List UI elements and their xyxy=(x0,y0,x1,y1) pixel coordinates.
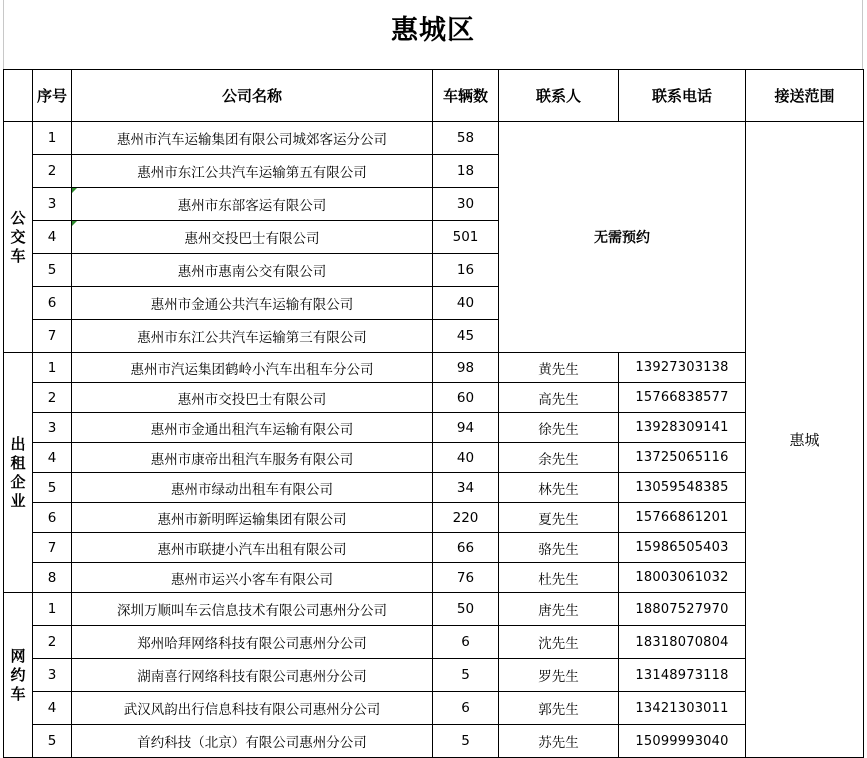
seq-cell: 7 xyxy=(33,533,72,563)
phone-cell: 13928309141 xyxy=(619,413,746,443)
seq-cell: 7 xyxy=(33,320,72,353)
phone-cell: 13927303138 xyxy=(619,353,746,383)
company-cell: 惠州市汽运集团鹤岭小汽车出租车分公司 xyxy=(72,353,433,383)
company-cell: 惠州市金通公共汽车运输有限公司 xyxy=(72,287,433,320)
header-phone: 联系电话 xyxy=(619,70,746,122)
table-row xyxy=(4,593,864,626)
seq-cell: 4 xyxy=(33,221,72,254)
table-row xyxy=(4,626,864,659)
company-cell: 惠州市绿动出租车有限公司 xyxy=(72,473,433,503)
company-cell: 深圳万顺叫车云信息技术有限公司惠州分公司 xyxy=(72,593,433,626)
table-row xyxy=(4,383,864,413)
table-row xyxy=(4,353,864,383)
contact-cell: 夏先生 xyxy=(499,503,619,533)
table-row xyxy=(4,413,864,443)
vehicles-cell: 98 xyxy=(433,353,499,383)
contact-cell: 唐先生 xyxy=(499,593,619,626)
phone-cell: 13148973118 xyxy=(619,659,746,692)
contact-cell: 杜先生 xyxy=(499,563,619,593)
no-reservation-note: 无需预约 xyxy=(499,122,746,353)
seq-cell: 1 xyxy=(33,353,72,383)
vehicles-cell: 220 xyxy=(433,503,499,533)
seq-cell: 3 xyxy=(33,188,72,221)
table-row xyxy=(4,725,864,758)
seq-cell: 5 xyxy=(33,473,72,503)
vehicles-cell: 45 xyxy=(433,320,499,353)
vehicles-cell: 5 xyxy=(433,659,499,692)
company-cell: 惠州市东江公共汽车运输第三有限公司 xyxy=(72,320,433,353)
vehicles-cell: 6 xyxy=(433,626,499,659)
category-label-bus: 公交车 xyxy=(10,208,26,265)
vehicles-cell: 501 xyxy=(433,221,499,254)
category-cell-ride xyxy=(4,593,33,758)
header-range: 接送范围 xyxy=(746,70,864,122)
phone-cell: 13725065116 xyxy=(619,443,746,473)
phone-cell: 18807527970 xyxy=(619,593,746,626)
header-row xyxy=(4,70,864,122)
contact-cell: 苏先生 xyxy=(499,725,619,758)
vehicles-cell: 18 xyxy=(433,155,499,188)
contact-cell: 徐先生 xyxy=(499,413,619,443)
table-row xyxy=(4,692,864,725)
contact-cell: 骆先生 xyxy=(499,533,619,563)
vehicles-cell: 16 xyxy=(433,254,499,287)
seq-cell: 1 xyxy=(33,593,72,626)
table-row xyxy=(4,533,864,563)
table-row xyxy=(4,122,864,155)
contact-cell: 高先生 xyxy=(499,383,619,413)
vehicles-cell: 76 xyxy=(433,563,499,593)
company-cell: 湖南喜行网络科技有限公司惠州分公司 xyxy=(72,659,433,692)
company-cell: 惠州交投巴士有限公司 xyxy=(72,221,433,254)
vehicles-cell: 40 xyxy=(433,443,499,473)
category-cell-taxi xyxy=(4,353,33,593)
page-title: 惠城区 xyxy=(391,15,475,46)
seq-cell: 8 xyxy=(33,563,72,593)
seq-cell: 4 xyxy=(33,443,72,473)
vehicles-cell: 5 xyxy=(433,725,499,758)
header-company: 公司名称 xyxy=(72,70,433,122)
vehicles-cell: 66 xyxy=(433,533,499,563)
table-row xyxy=(4,443,864,473)
seq-cell: 5 xyxy=(33,725,72,758)
header-category xyxy=(4,70,33,122)
company-cell: 惠州市惠南公交有限公司 xyxy=(72,254,433,287)
vehicles-cell: 58 xyxy=(433,122,499,155)
category-label-taxi: 出租企业 xyxy=(10,434,26,510)
company-cell: 惠州市新明晖运输集团有限公司 xyxy=(72,503,433,533)
seq-cell: 6 xyxy=(33,287,72,320)
seq-cell: 3 xyxy=(33,659,72,692)
seq-cell: 5 xyxy=(33,254,72,287)
seq-cell: 6 xyxy=(33,503,72,533)
phone-cell: 13421303011 xyxy=(619,692,746,725)
company-cell: 惠州市东江公共汽车运输第五有限公司 xyxy=(72,155,433,188)
contact-cell: 沈先生 xyxy=(499,626,619,659)
header-contact: 联系人 xyxy=(499,70,619,122)
contact-cell: 黄先生 xyxy=(499,353,619,383)
contact-cell: 林先生 xyxy=(499,473,619,503)
company-cell: 郑州哈拜网络科技有限公司惠州分公司 xyxy=(72,626,433,659)
phone-cell: 18003061032 xyxy=(619,563,746,593)
header-seq: 序号 xyxy=(33,70,72,122)
company-cell: 惠州市金通出租汽车运输有限公司 xyxy=(72,413,433,443)
contact-cell: 郭先生 xyxy=(499,692,619,725)
table-row xyxy=(4,563,864,593)
company-cell: 首约科技（北京）有限公司惠州分公司 xyxy=(72,725,433,758)
category-cell-bus xyxy=(4,122,33,353)
company-cell: 惠州市东部客运有限公司 xyxy=(72,188,433,221)
phone-cell: 13059548385 xyxy=(619,473,746,503)
contact-cell: 余先生 xyxy=(499,443,619,473)
phone-cell: 15766838577 xyxy=(619,383,746,413)
company-table xyxy=(3,69,864,758)
vehicles-cell: 34 xyxy=(433,473,499,503)
seq-cell: 4 xyxy=(33,692,72,725)
vehicles-cell: 50 xyxy=(433,593,499,626)
title-area xyxy=(3,0,863,69)
category-label-ride: 网约车 xyxy=(10,646,26,703)
company-cell: 惠州市联捷小汽车出租有限公司 xyxy=(72,533,433,563)
phone-cell: 18318070804 xyxy=(619,626,746,659)
seq-cell: 2 xyxy=(33,383,72,413)
phone-cell: 15766861201 xyxy=(619,503,746,533)
seq-cell: 2 xyxy=(33,155,72,188)
service-range-cell: 惠城 xyxy=(746,122,864,758)
seq-cell: 3 xyxy=(33,413,72,443)
contact-cell: 罗先生 xyxy=(499,659,619,692)
phone-cell: 15099993040 xyxy=(619,725,746,758)
phone-cell: 15986505403 xyxy=(619,533,746,563)
vehicles-cell: 94 xyxy=(433,413,499,443)
company-cell: 武汉风韵出行信息科技有限公司惠州分公司 xyxy=(72,692,433,725)
vehicles-cell: 60 xyxy=(433,383,499,413)
vehicles-cell: 40 xyxy=(433,287,499,320)
company-cell: 惠州市运兴小客车有限公司 xyxy=(72,563,433,593)
table-row xyxy=(4,503,864,533)
seq-cell: 2 xyxy=(33,626,72,659)
vehicles-cell: 6 xyxy=(433,692,499,725)
company-cell: 惠州市汽车运输集团有限公司城郊客运分公司 xyxy=(72,122,433,155)
table-row xyxy=(4,473,864,503)
seq-cell: 1 xyxy=(33,122,72,155)
table-row xyxy=(4,659,864,692)
company-cell: 惠州市康帝出租汽车服务有限公司 xyxy=(72,443,433,473)
company-cell: 惠州市交投巴士有限公司 xyxy=(72,383,433,413)
header-vehicles: 车辆数 xyxy=(433,70,499,122)
vehicles-cell: 30 xyxy=(433,188,499,221)
